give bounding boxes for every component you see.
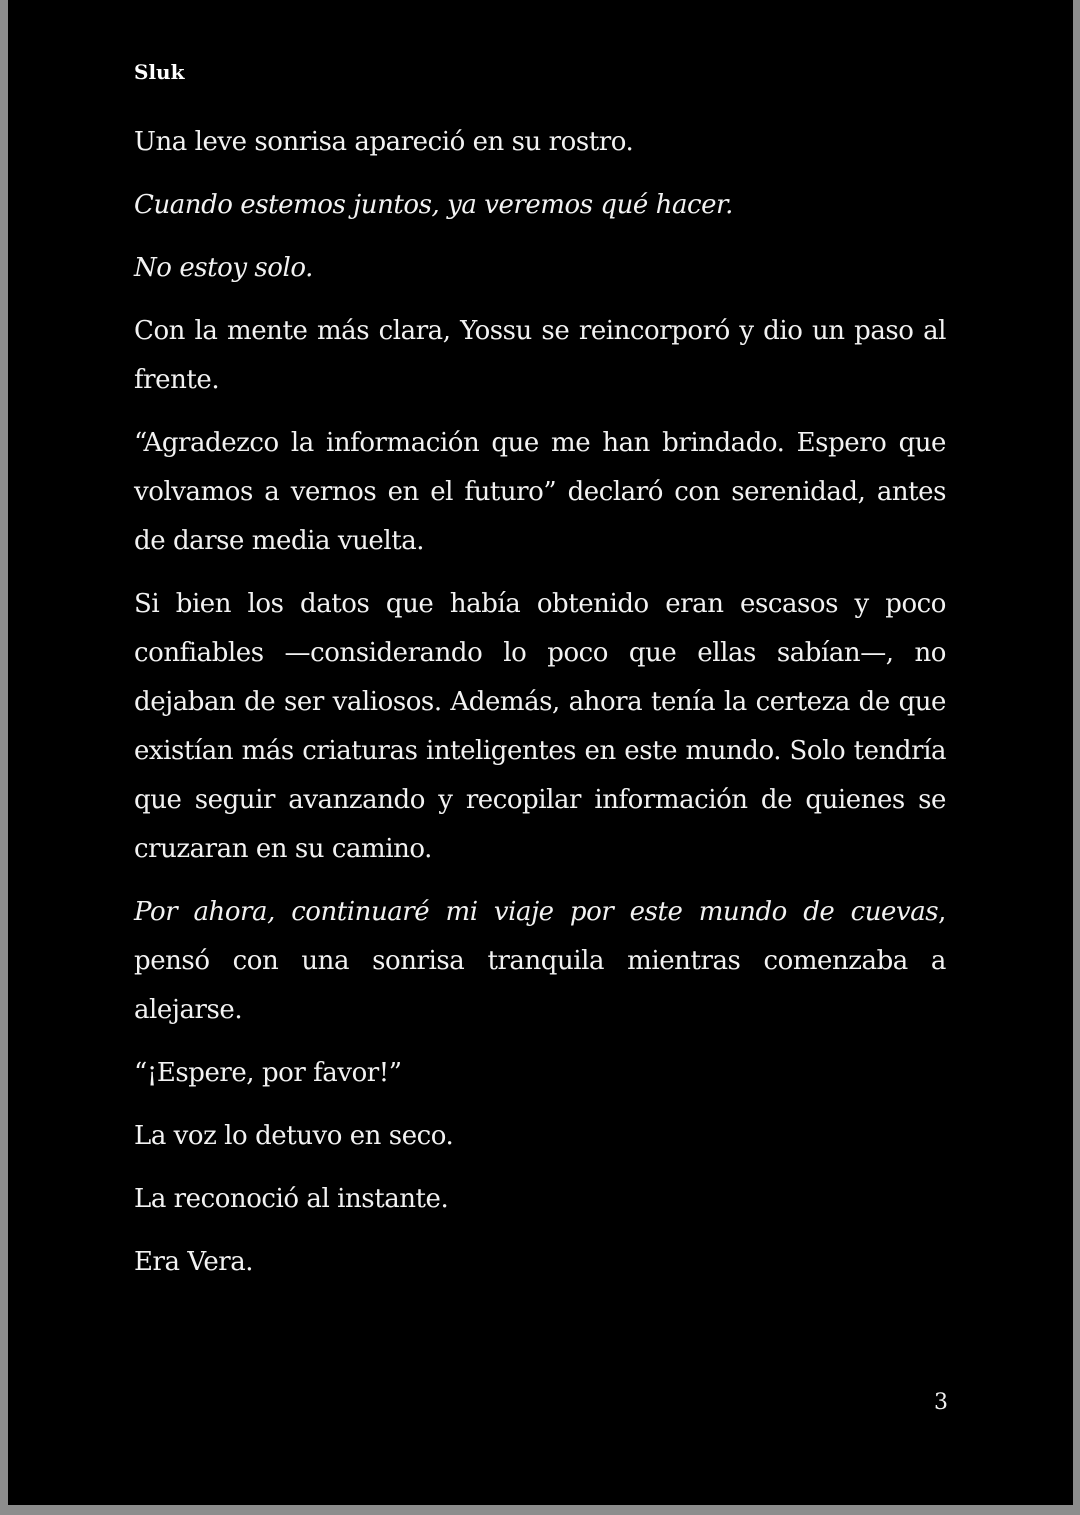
paragraph-7 xyxy=(134,888,946,1035)
paragraph-6: Si bien los datos que había obtenido eran escasos y poco confiables —considerando lo poco que ellas sabían—, no dejaban de ser valiosos. Además, ahora tenía la certeza de que existían más criaturas inteligentes en este mundo. Solo tendría que seguir avanzando y recopilar información de quienes se cruzaran en su camino. xyxy=(134,589,946,864)
paragraph-11: Era Vera. xyxy=(134,1247,254,1277)
paragraph-7-rest: , pensó con una sonrisa tranquila mientras comenzaba a alejarse. xyxy=(134,897,946,1025)
italic-thought: Cuando estemos juntos, ya veremos qué hacer. xyxy=(134,190,733,220)
chapter-body xyxy=(134,118,946,1301)
paragraph-1: Una leve sonrisa apareció en su rostro. xyxy=(134,127,634,157)
italic-thought: No estoy solo. xyxy=(134,253,313,283)
paragraph-9: La voz lo detuvo en seco. xyxy=(134,1121,454,1151)
paragraph-2-thought xyxy=(134,181,946,230)
page-number: 3 xyxy=(934,1390,948,1415)
running-header-title: Sluk xyxy=(134,60,185,84)
italic-thought: Por ahora, continuaré mi viaje por este mundo de cuevas xyxy=(134,897,939,927)
paragraph-4: Con la mente más clara, Yossu se reincorporó y dio un paso al frente. xyxy=(134,316,946,395)
paragraph-3-thought xyxy=(134,244,946,293)
paragraph-8-dialogue: “¡Espere, por favor!” xyxy=(134,1058,402,1088)
paragraph-5-dialogue: “Agradezco la información que me han brindado. Espero que volvamos a vernos en el futuro” declaró con serenidad, antes de darse media vuelta. xyxy=(134,428,946,556)
paragraph-10: La reconoció al instante. xyxy=(134,1184,449,1214)
document-page xyxy=(8,0,1073,1505)
